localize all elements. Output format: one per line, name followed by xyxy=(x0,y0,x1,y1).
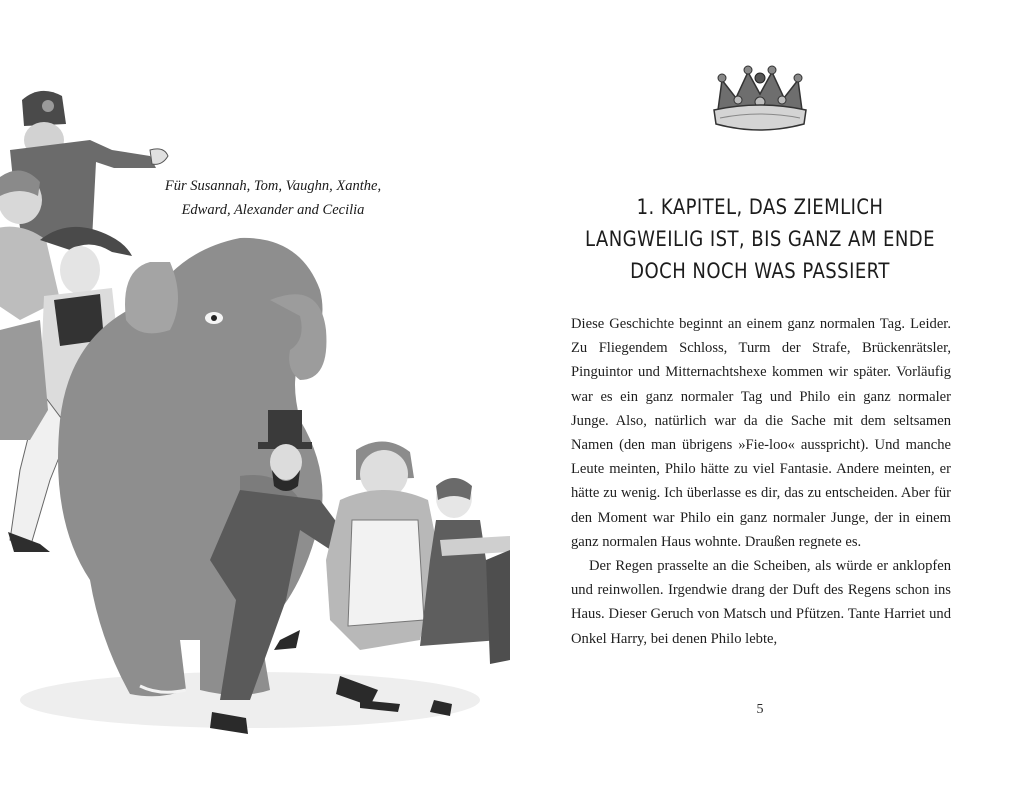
dedication-line-2: Edward, Alexander and Cecilia xyxy=(181,202,365,218)
crown-icon xyxy=(708,64,812,142)
chapter-title xyxy=(579,191,940,287)
dedication-line-1: Für Susannah, Tom, Vaughn, Xanthe, xyxy=(164,178,382,194)
chapter-title-line-3: DOCH NOCH WAS PASSIERT xyxy=(630,259,890,283)
chapter-body xyxy=(571,312,951,651)
old-woman-figure xyxy=(326,441,440,712)
dedication xyxy=(118,174,428,222)
chapter-title-line-1: 1. KAPITEL, DAS ZIEMLICH xyxy=(636,195,884,219)
page-number: 5 xyxy=(756,702,764,717)
chapter-title-line-2: LANGWEILIG IST, BIS GANZ AM ENDE xyxy=(585,227,935,251)
paragraph: Der Regen prasselte an die Scheiben, als würde er anklopfen und reinwollen. Irgendwie drang der Duft des Regens schon ins Haus. Dieser Geruch von Matsch und Pfützen. Tante Harriet und Onkel Harry, bei denen Philo lebte, xyxy=(571,558,951,647)
paragraph: Diese Geschichte beginnt an einem ganz normalen Tag. Leider. Zu Fliegendem Schloss, Turm der Strafe, Brückenrätsler, Pinguintor und Mitternachtshexe kommen wir später. Vorläufig war es ein ganz normaler Tag und Philo ein ganz normaler Junge. Also, natürlich war da die Sache mit dem seltsamen Namen (den man übrigens »Fie-loo« ausspricht). Und manche Leute meinten, Philo hätte zu viel Fantasie. Andere meinten, er hätte zu wenig. Ich überlasse es dir, das zu entscheiden. Aber für den Moment war Philo ein ganz normaler Junge, der in einem ganz normalen Haus wohnte. Draußen regnete es. xyxy=(571,316,951,550)
right-page xyxy=(510,0,1020,794)
